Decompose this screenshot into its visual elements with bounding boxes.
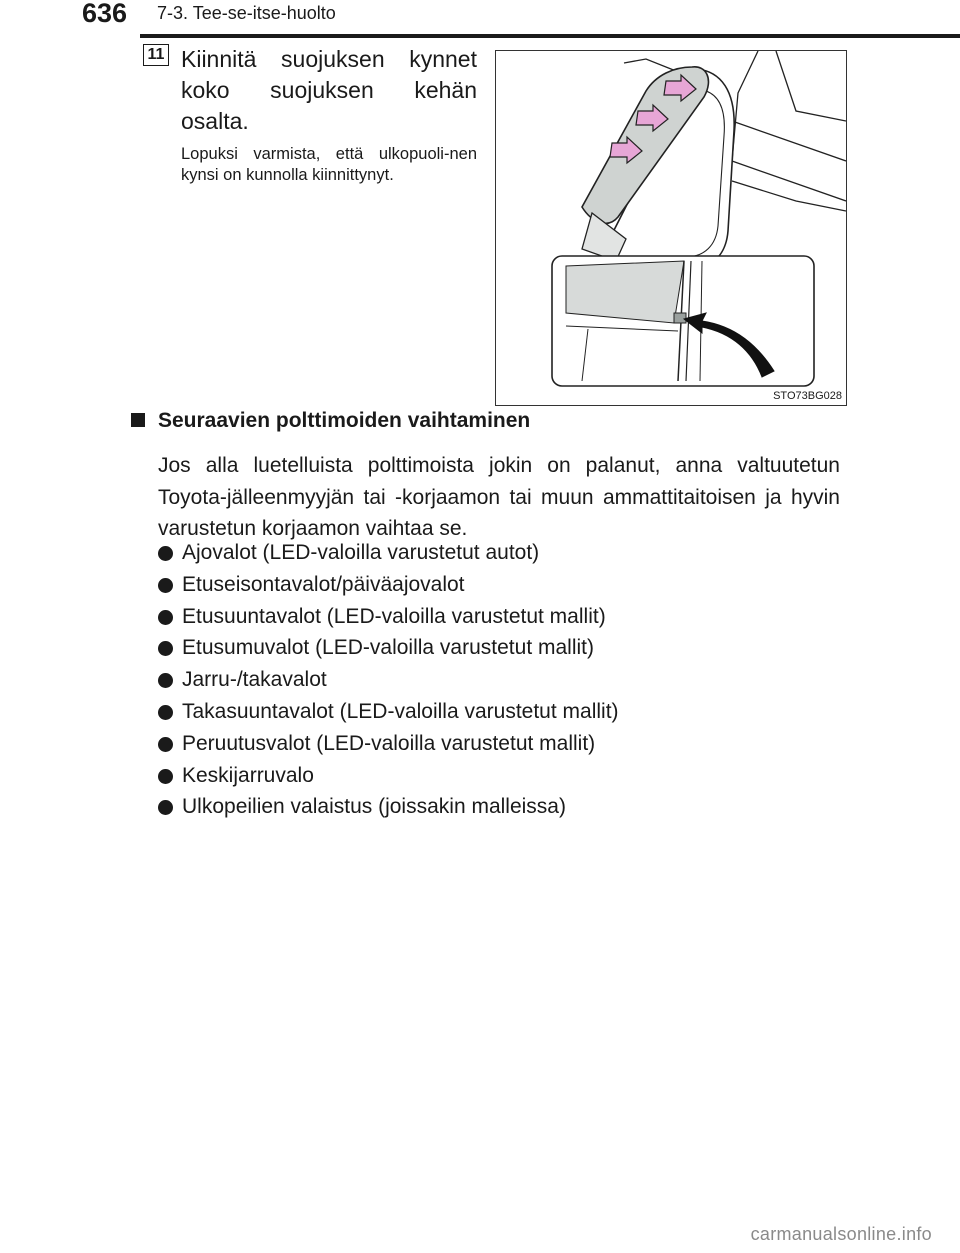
list-item: Keskijarruvalo bbox=[158, 760, 619, 792]
list-item: Ajovalot (LED-valoilla varustetut autot) bbox=[158, 537, 619, 569]
list-item: Takasuuntavalot (LED-valoilla varustetut mallit) bbox=[158, 696, 619, 728]
chapter-title: 7-3. Tee-se-itse-huolto bbox=[157, 3, 336, 23]
bullet-icon bbox=[158, 769, 173, 784]
mirror-drawing bbox=[496, 51, 847, 406]
bullet-icon bbox=[158, 800, 173, 815]
list-item: Peruutusvalot (LED-valoilla varustetut mallit) bbox=[158, 728, 619, 760]
bullet-icon bbox=[158, 673, 173, 688]
header-rule bbox=[140, 34, 960, 38]
bullet-icon bbox=[158, 610, 173, 625]
step-instruction: Kiinnitä suojuksen kynnet koko suojuksen kehän osalta. bbox=[181, 46, 477, 134]
figure-code: STO73BG028 bbox=[773, 390, 842, 402]
step-note: Lopuksi varmista, että ulkopuoli-nen kynsi on kunnolla kiinnittynyt. bbox=[181, 145, 477, 184]
list-item: Etuseisontavalot/päiväajovalot bbox=[158, 569, 619, 601]
list-item: Ulkopeilien valaistus (joissakin malleissa) bbox=[158, 791, 619, 823]
bullet-icon bbox=[158, 737, 173, 752]
mirror-cover-illustration bbox=[495, 50, 847, 406]
list-item: Etusuuntavalot (LED-valoilla varustetut mallit) bbox=[158, 601, 619, 633]
page-number: 636 bbox=[82, 0, 128, 28]
bullet-icon bbox=[158, 578, 173, 593]
step-number-badge: 11 bbox=[143, 44, 169, 66]
watermark[interactable]: carmanualsonline.info bbox=[750, 1224, 932, 1244]
bullet-icon bbox=[158, 641, 173, 656]
section-marker-icon bbox=[131, 413, 145, 427]
bulb-list bbox=[158, 537, 619, 823]
section-title: Seuraavien polttimoiden vaihtaminen bbox=[158, 409, 531, 432]
section-body: Jos alla luetelluista polttimoista jokin on palanut, anna valtuutetun Toyota-jälleenmyyjän tai -korjaamon tai muun ammattitaitoisen ja hyvin varustetun korjaamon vaihtaa se. bbox=[158, 454, 840, 540]
list-item: Jarru-/takavalot bbox=[158, 664, 619, 696]
bullet-icon bbox=[158, 705, 173, 720]
list-item: Etusumuvalot (LED-valoilla varustetut mallit) bbox=[158, 632, 619, 664]
bullet-icon bbox=[158, 546, 173, 561]
